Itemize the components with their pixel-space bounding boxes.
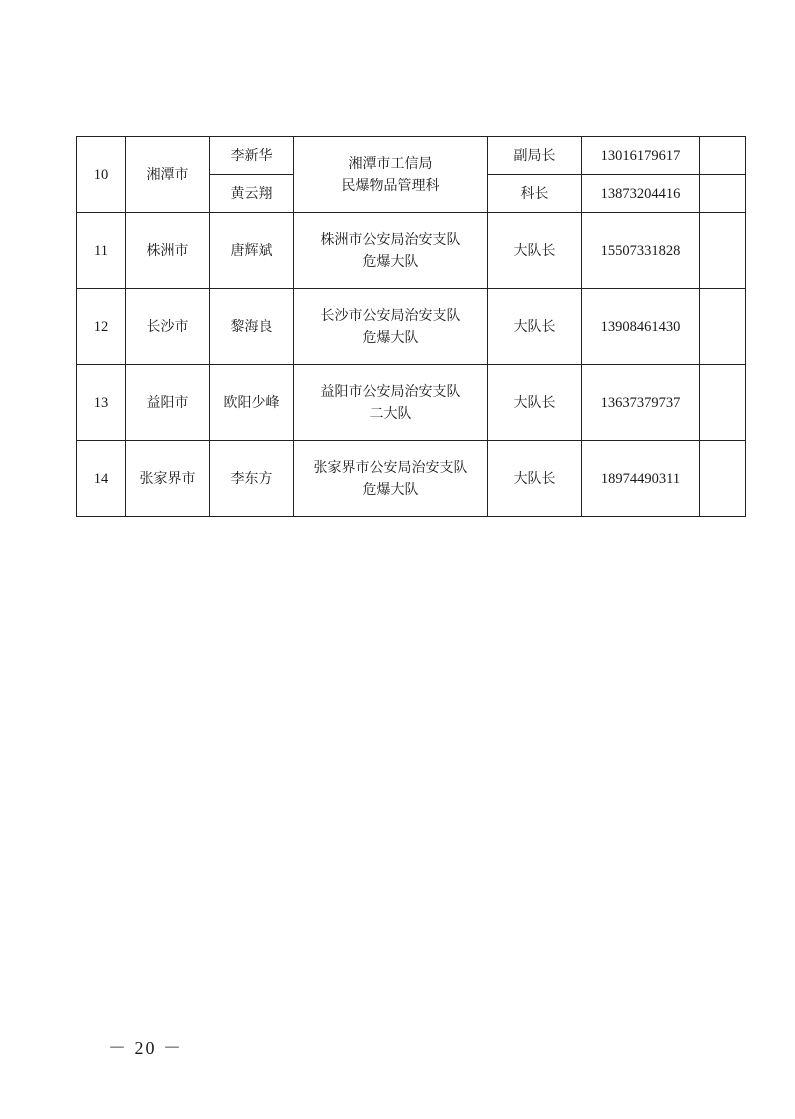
row-index: 12 <box>77 289 126 365</box>
phone-cell: 18974490311 <box>582 441 700 517</box>
unit-line: 湘潭市工信局 <box>348 155 433 172</box>
table-row <box>77 441 746 517</box>
name-cell: 唐辉斌 <box>210 213 294 289</box>
note-cell <box>700 175 746 213</box>
table-row <box>77 289 746 365</box>
unit-line: 危爆大队 <box>362 329 419 346</box>
row-index: 14 <box>77 441 126 517</box>
title-cell: 科长 <box>488 175 582 213</box>
page-number: － 20 － <box>108 1038 183 1058</box>
phone-cell: 15507331828 <box>582 213 700 289</box>
row-index: 10 <box>77 137 126 213</box>
note-cell <box>700 213 746 289</box>
table-row <box>77 365 746 441</box>
phone-cell: 13908461430 <box>582 289 700 365</box>
unit-cell <box>294 137 488 213</box>
unit-line: 危爆大队 <box>362 481 419 498</box>
unit-cell <box>294 441 488 517</box>
title-cell: 大队长 <box>488 289 582 365</box>
unit-cell <box>294 213 488 289</box>
unit-line: 民爆物品管理科 <box>341 177 440 194</box>
title-cell: 大队长 <box>488 365 582 441</box>
note-cell <box>700 441 746 517</box>
table-row <box>77 137 746 175</box>
unit-line: 益阳市公安局治安支队 <box>320 383 461 400</box>
note-cell <box>700 289 746 365</box>
row-index: 13 <box>77 365 126 441</box>
name-cell: 李新华 <box>210 137 294 175</box>
note-cell <box>700 137 746 175</box>
unit-line: 张家界市公安局治安支队 <box>313 459 468 476</box>
name-cell: 黄云翔 <box>210 175 294 213</box>
name-cell: 黎海良 <box>210 289 294 365</box>
city-cell: 湘潭市 <box>126 137 210 213</box>
phone-cell: 13637379737 <box>582 365 700 441</box>
contact-table <box>76 136 746 517</box>
unit-cell <box>294 365 488 441</box>
table-row <box>77 213 746 289</box>
title-cell: 大队长 <box>488 441 582 517</box>
phone-cell: 13873204416 <box>582 175 700 213</box>
note-cell <box>700 365 746 441</box>
unit-cell <box>294 289 488 365</box>
title-cell: 副局长 <box>488 137 582 175</box>
phone-cell: 13016179617 <box>582 137 700 175</box>
city-cell: 株洲市 <box>126 213 210 289</box>
row-index: 11 <box>77 213 126 289</box>
city-cell: 长沙市 <box>126 289 210 365</box>
unit-line: 长沙市公安局治安支队 <box>320 307 461 324</box>
title-cell: 大队长 <box>488 213 582 289</box>
unit-line: 二大队 <box>369 405 412 422</box>
city-cell: 益阳市 <box>126 365 210 441</box>
unit-line: 危爆大队 <box>362 253 419 270</box>
name-cell: 欧阳少峰 <box>210 365 294 441</box>
name-cell: 李东方 <box>210 441 294 517</box>
city-cell: 张家界市 <box>126 441 210 517</box>
unit-line: 株洲市公安局治安支队 <box>320 231 461 248</box>
